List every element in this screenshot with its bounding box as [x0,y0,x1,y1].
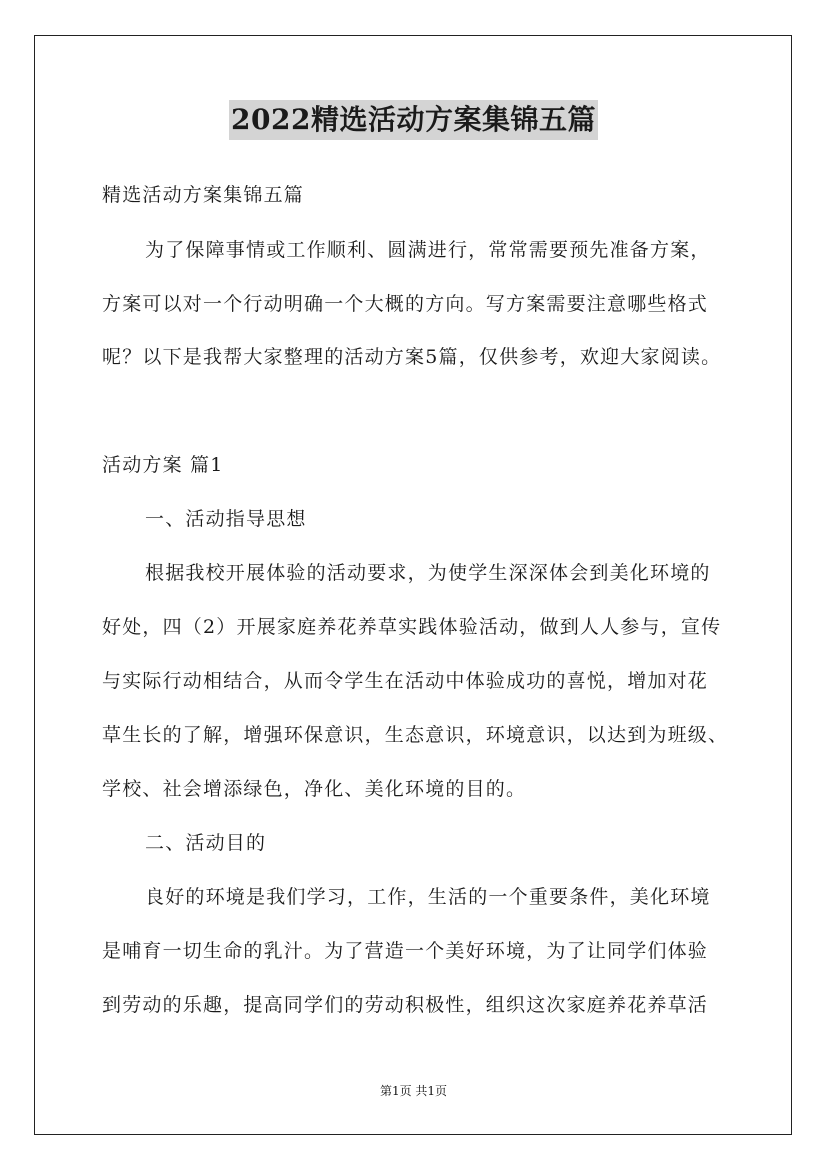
paragraph-line: 好处，四（2）开展家庭养花养草实践体验活动，做到人人参与，宣传 [102,616,722,638]
title-container [0,100,827,140]
document-title: 2022精选活动方案集锦五篇 [229,100,598,140]
paragraph-line: 根据我校开展体验的活动要求，为使学生深深体会到美化环境的 [145,562,711,584]
intro-line: 方案可以对一个行动明确一个大概的方向。写方案需要注意哪些格式 [102,293,709,315]
paragraph-line: 良好的环境是我们学习，工作，生活的一个重要条件，美化环境 [145,886,711,908]
intro-line: 呢？以下是我帮大家整理的活动方案5篇，仅供参考，欢迎大家阅读。 [102,346,722,368]
heading-purpose: 二、活动目的 [145,832,267,854]
intro-line: 为了保障事情或工作顺利、圆满进行，常常需要预先准备方案， [145,239,711,261]
paragraph-line: 是哺育一切生命的乳汁。为了营造一个美好环境，为了让同学们体验 [102,940,709,962]
paragraph-line: 学校、社会增添绿色，净化、美化环境的目的。 [102,778,527,800]
paragraph-line: 草生长的了解，增强环保意识，生态意识，环境意识，以达到为班级、 [102,724,729,746]
paragraph-line: 到劳动的乐趣，提高同学们的劳动积极性，组织这次家庭养花养草活 [102,994,709,1016]
paragraph-line: 与实际行动相结合，从而令学生在活动中体验成功的喜悦，增加对花 [102,670,709,692]
heading-guiding-thought: 一、活动指导思想 [145,508,307,530]
page-footer: 第1页 共1页 [379,1084,448,1098]
section-heading: 活动方案 篇1 [102,454,224,476]
document-subtitle: 精选活动方案集锦五篇 [102,184,305,206]
